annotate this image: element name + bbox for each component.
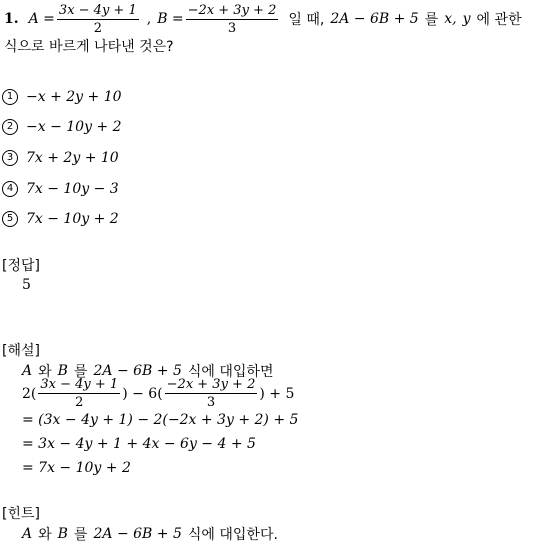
question-number: 1. — [4, 11, 19, 27]
solution-line-2-suffix: ) + 5 — [259, 385, 295, 402]
var-a-lhs: A = — [28, 11, 55, 27]
fraction-a — [57, 3, 139, 36]
choice-2-marker: 2 — [2, 119, 18, 135]
choice-1-expression: −x + 2y + 10 — [26, 89, 122, 105]
choice-3-marker: 3 — [2, 150, 18, 166]
solution-fraction-2-numerator: −2x + 3y + 2 — [166, 377, 256, 392]
solution-line-5: = 7x − 10y + 2 — [22, 460, 131, 476]
fraction-a-numerator: 3x − 4y + 1 — [58, 2, 137, 18]
choice-1[interactable] — [2, 87, 122, 107]
question-expression: 2A − 6B + 5 — [330, 11, 419, 27]
solution-expression: 2A − 6B + 5 — [93, 363, 182, 379]
solution-fraction-1 — [38, 377, 120, 410]
solution-line-2-middle: ) − 6( — [122, 385, 163, 402]
question-text-2: 를 — [424, 12, 439, 28]
question-text-3: 에 관한 — [476, 12, 522, 28]
choice-5-expression: 7x − 10y + 2 — [26, 211, 119, 227]
hint-title: [힌트] — [2, 506, 40, 522]
solution-fraction-2-denominator: 3 — [206, 395, 216, 410]
fraction-b-numerator: −2x + 3y + 2 — [187, 2, 277, 18]
question-text-1: 일 때, — [288, 12, 325, 28]
solution-var-b: B — [57, 363, 68, 379]
question-var-y: y — [462, 11, 471, 27]
fraction-a-denominator: 2 — [93, 20, 102, 36]
hint-text-wa: 와 — [38, 527, 52, 543]
choice-5-marker: 5 — [2, 211, 18, 227]
choice-2[interactable] — [2, 117, 122, 137]
solution-title: [해설] — [2, 343, 40, 359]
hint-var-a: A — [22, 526, 33, 542]
hint-text-reul: 를 — [73, 527, 88, 543]
choice-3-expression: 7x + 2y + 10 — [26, 150, 119, 166]
hint-text: 식에 대입한다. — [187, 527, 278, 543]
solution-fraction-1-numerator: 3x − 4y + 1 — [40, 377, 119, 392]
hint-var-b: B — [57, 526, 68, 542]
solution-line-2 — [22, 377, 294, 410]
choice-3[interactable] — [2, 148, 119, 168]
question-var-x: x, — [444, 11, 457, 27]
choice-5[interactable] — [2, 209, 119, 229]
solution-var-a: A — [22, 363, 33, 379]
answer-title: [정답] — [2, 258, 40, 274]
solution-fraction-2 — [165, 377, 258, 410]
solution-text-reul: 를 — [73, 364, 88, 380]
answer-value: 5 — [22, 277, 31, 293]
solution-text-wa: 와 — [38, 364, 52, 380]
choice-2-expression: −x − 10y + 2 — [26, 119, 122, 135]
choice-4-marker: 4 — [2, 181, 18, 197]
fraction-b — [186, 3, 279, 36]
separator-comma: , — [146, 11, 152, 27]
question-line-2: 식으로 바르게 나타낸 것은? — [4, 39, 174, 55]
hint-expression: 2A − 6B + 5 — [93, 526, 182, 542]
solution-fraction-1-denominator: 2 — [75, 395, 84, 410]
solution-line-3: = (3x − 4y + 1) − 2(−2x + 3y + 2) + 5 — [22, 412, 299, 428]
solution-text-substitute: 식에 대입하면 — [187, 364, 274, 380]
question-line-1 — [4, 2, 522, 36]
choice-1-marker: 1 — [2, 89, 18, 105]
choice-4-expression: 7x − 10y − 3 — [26, 181, 119, 197]
hint-line — [22, 524, 278, 544]
fraction-b-denominator: 3 — [227, 20, 237, 36]
var-b-lhs: B = — [157, 11, 184, 27]
choice-4[interactable] — [2, 179, 119, 199]
solution-line-4: = 3x − 4y + 1 + 4x − 6y − 4 + 5 — [22, 436, 256, 452]
solution-line-2-prefix: 2( — [22, 385, 37, 402]
